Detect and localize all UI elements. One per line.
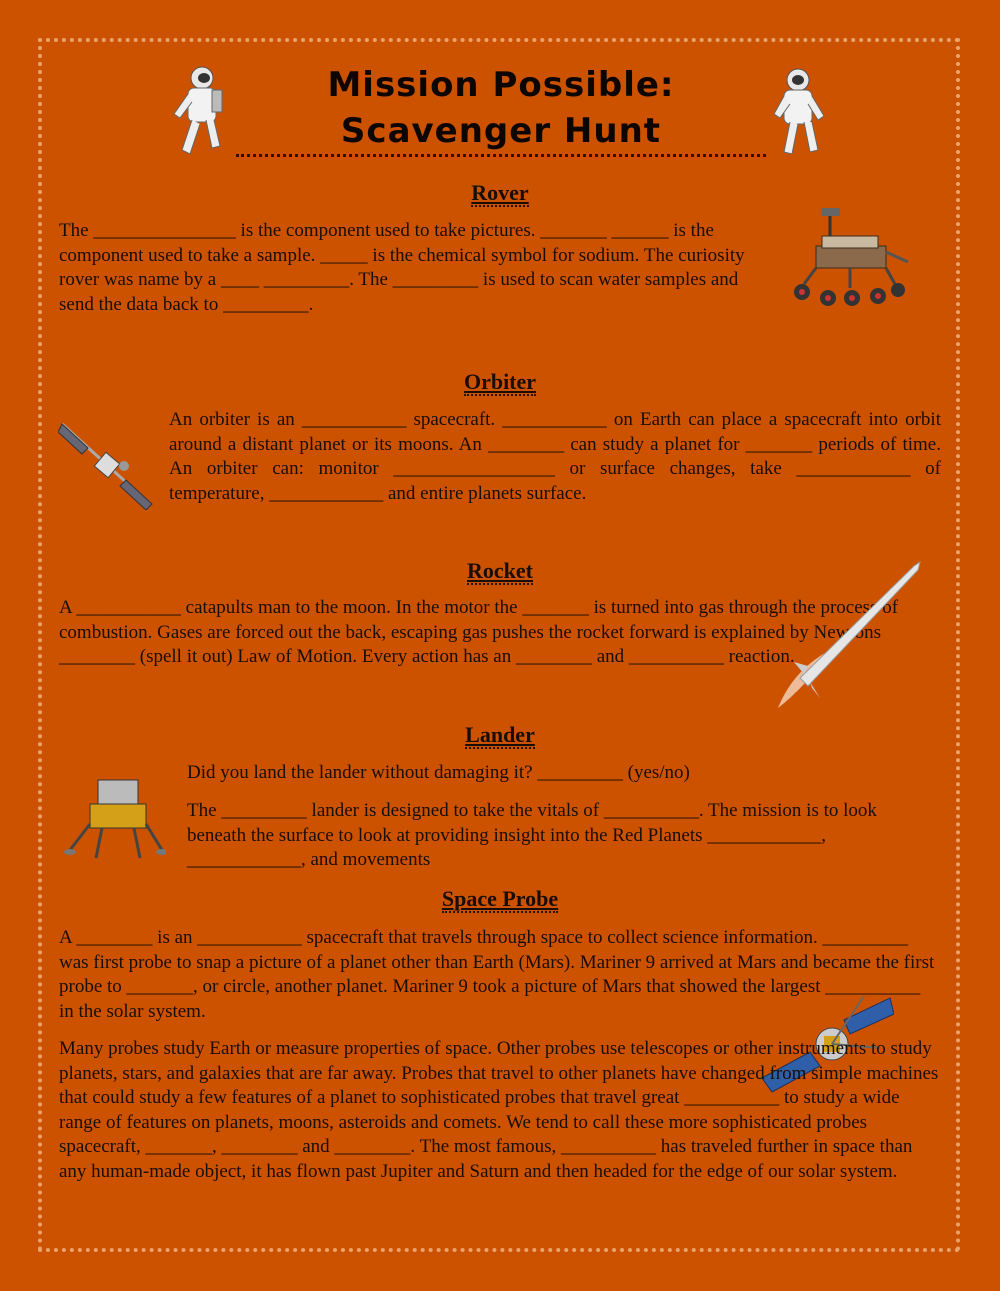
space-probe-text-2: Many probes study Earth or measure properties of space. Other probes use telescopes or other instruments to study planets, stars, and galaxies that are far away. Probes that travel to other planets have changed from simple machines that could study a few features of a planet to sophisticated probes that travel great __________ to study a wide range of features on planets, moons, asteroids and comets. We tend to call these more sophisticated probes spacecraft, _______, ________ and ________. The most famous, __________ has traveled further in space than any human-made object, it has flown past Jupiter and Saturn and then headed for the edge of our solar system. — [59, 1038, 939, 1182]
lander-heading: Lander — [465, 722, 535, 747]
rocket-text: A ___________ catapults man to the moon. In the motor the _______ is turned into gas through the process of combustion. Gases are forced out the back, escaping gas pushes the rocket forward is explained by Newtons ________ (spell it out) Law of Motion. Every action has an ________ and __________ reaction. — [59, 597, 899, 667]
orbiter-heading: Orbiter — [463, 369, 537, 394]
page-title: Mission Possible: Scavenger Hunt — [236, 62, 766, 157]
lander-question: Did you land the lander without damaging it? _________ (yes/no) — [187, 762, 690, 783]
astronaut-icon — [770, 64, 832, 160]
lander-text: The _________ lander is designed to take the vitals of __________. The mission is to look beneath the surface to look at providing insight into the Red Planets ____________, ____________, and movements — [187, 800, 877, 870]
rover-icon — [790, 206, 914, 316]
rover-heading: Rover — [471, 180, 529, 205]
rocket-icon — [764, 558, 924, 718]
orbiter-text: An orbiter is an ___________ spacecraft. ___________ on Earth can place a spacecraft into orbit around a distant planet or its moons. An ________ can study a planet for _______ periods of time. An orbiter can: monitor _________________ or surface changes, take ____________ of temperature, ____________ and entire planets surface. — [169, 409, 941, 504]
astronaut-icon — [168, 64, 230, 160]
space-probe-text-1: A ________ is an ___________ spacecraft that travels through space to collect science information. _________ was first probe to snap a picture of a planet other than Earth (Mars). Mariner 9 arrived at Mars and became the first probe to _______, or circle, another planet. Mariner 9 took a picture of Mars that showed the largest __________ in the solar system. — [59, 927, 935, 1022]
lander-icon — [64, 766, 166, 862]
space-probe-heading: Space Probe — [441, 886, 559, 911]
rocket-heading: Rocket — [467, 558, 533, 583]
rover-text: The _______________ is the component used to take pictures. _______ ______ is the component used to take a sample. _____ is the chemical symbol for sodium. The curiosity rover was name by a ____ _________. The _________ is used to scan water samples and send the data back to _________. — [59, 220, 745, 315]
orbiter-icon — [58, 420, 156, 510]
